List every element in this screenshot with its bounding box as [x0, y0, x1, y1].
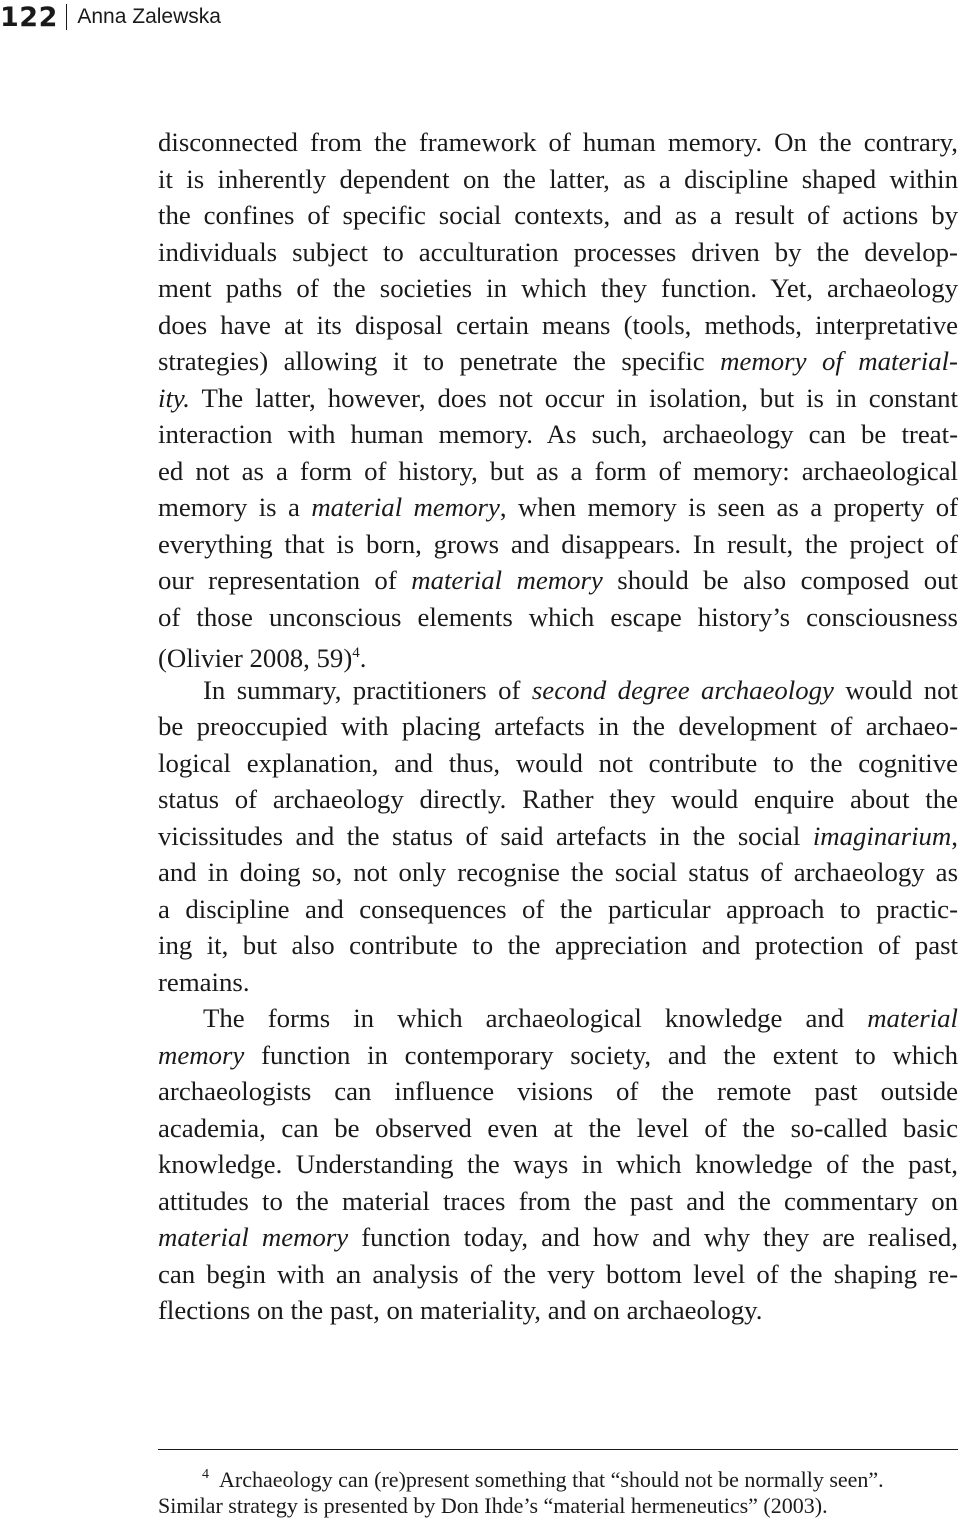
text-segment: .: [359, 643, 367, 673]
text-line: disconnected from the framework of human memory. On the contrary,: [158, 127, 958, 157]
emphasis-text: material: [867, 1003, 958, 1033]
text-line: status of archaeology directly. Rather they would enquire about the: [158, 784, 958, 814]
text-segment: would not: [845, 674, 958, 705]
text-line: academia, can be observed even at the level of the so-called basic: [158, 1112, 958, 1143]
emphasis-text: material memory: [411, 565, 603, 595]
footnote-line: [158, 1459, 958, 1490]
emphasis-text: material memory: [311, 492, 500, 522]
text-line: [158, 562, 958, 599]
footnote: [158, 1459, 958, 1521]
page-header: [0, 0, 221, 34]
text-line: [158, 1219, 958, 1256]
text-line: [158, 1000, 958, 1037]
page-number: 122: [0, 1, 58, 33]
text-line: a discipline and consequences of the particular approach to practic-: [158, 893, 958, 924]
text-segment: our representation of: [158, 565, 397, 595]
header-divider: [66, 4, 68, 30]
text-segment: In summary, practitioners of: [203, 674, 521, 705]
text-segment: The latter, however, does not occur in isolation, but is in constant: [201, 382, 958, 413]
emphasis-text: material memory: [158, 1222, 349, 1252]
text-line: it is inherently dependent on the latter, as a discipline shaped within: [158, 163, 958, 194]
text-line: [158, 635, 958, 672]
text-line: [158, 343, 958, 380]
text-line: be preoccupied with placing artefacts in the development of archaeo-: [158, 711, 958, 741]
text-line: remains.: [158, 966, 250, 997]
footnote-reference[interactable]: 4: [352, 645, 360, 661]
emphasis-text: ity.: [158, 382, 191, 413]
text-segment: , when memory is seen as a property of: [499, 492, 959, 522]
text-segment: function today, and how and why they are realised,: [361, 1222, 959, 1252]
text-line: [158, 672, 958, 709]
text-line: logical explanation, and thus, would not contribute to the cognitive: [158, 747, 958, 778]
footnote-line: Similar strategy is presented by Don Ihde’s “material hermeneutics” (2003).: [158, 1493, 828, 1518]
footnote-marker: 4: [202, 1467, 209, 1482]
text-segment: vicissitudes and the status of said artefacts in the social: [158, 820, 801, 851]
text-line: [158, 1037, 958, 1074]
running-head-author: Anna Zalewska: [77, 5, 221, 28]
text-segment: should be also composed out: [617, 565, 958, 595]
text-line: does have at its disposal certain means (tools, methods, interpretative: [158, 309, 958, 340]
body-text: [158, 124, 958, 1329]
text-line: interaction with human memory. As such, archaeology can be treat-: [158, 419, 958, 449]
text-segment: memory is a: [158, 492, 300, 522]
text-segment: ,: [951, 820, 958, 851]
text-segment: (Olivier 2008, 59): [158, 643, 353, 673]
emphasis-text: second degree archaeology: [531, 674, 834, 705]
text-segment: The forms in which archaeological knowledge and: [203, 1003, 845, 1033]
text-line: [158, 380, 958, 417]
text-line: ing it, but also contribute to the appreciation and protection of past: [158, 930, 958, 960]
text-line: everything that is born, grows and disappears. In result, the project of: [158, 528, 958, 559]
text-line: knowledge. Understanding the ways in which knowledge of the past,: [158, 1149, 958, 1179]
text-line: attitudes to the material traces from the past and the commentary on: [158, 1185, 958, 1216]
text-line: ed not as a form of history, but as a form of memory: archaeological: [158, 455, 958, 486]
text-segment: strategies) allowing it to penetrate the specific: [158, 346, 705, 376]
text-line: archaeologists can influence visions of the remote past outside: [158, 1076, 958, 1106]
text-line: flections on the past, on materiality, and on archaeology.: [158, 1295, 763, 1325]
text-line: the confines of specific social contexts, and as a result of actions by: [158, 200, 958, 230]
text-line: and in doing so, not only recognise the social status of archaeology as: [158, 857, 958, 887]
footnote-text: Archaeology can (re)present something that “should not be normally seen”.: [219, 1467, 884, 1492]
footnote-divider: [158, 1449, 958, 1450]
text-line: [158, 489, 958, 526]
emphasis-text: memory: [158, 1039, 245, 1070]
emphasis-text: imaginarium: [812, 820, 952, 851]
text-line: ment paths of the societies in which they function. Yet, archaeology: [158, 273, 958, 303]
emphasis-text: memory of material-: [720, 346, 958, 376]
text-line: can begin with an analysis of the very bottom level of the shaping re-: [158, 1258, 958, 1289]
text-line: individuals subject to acculturation processes driven by the develop-: [158, 236, 958, 267]
text-line: [158, 818, 958, 855]
text-segment: function in contemporary society, and the extent to which: [261, 1039, 958, 1070]
text-line: of those unconscious elements which escape history’s consciousness: [158, 601, 958, 632]
